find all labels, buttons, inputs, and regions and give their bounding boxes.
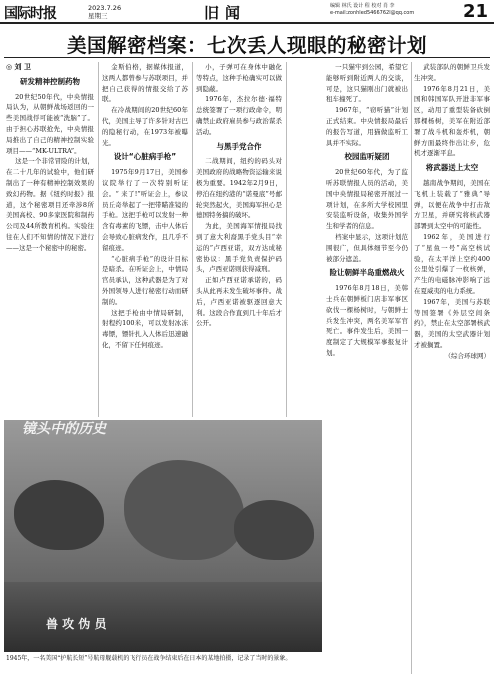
editor-line: 编辑 林氏 设计 程 校对 肖 李 xyxy=(330,3,395,9)
subheading: 研发精神控制药物 xyxy=(20,76,80,86)
paragraph: 为此，美国海军情报局找到了意大利裔黑手党头目“幸运的”卢西亚诺，双方达成秘密协议：黑手党负责保护码头，卢西亚诺则获得减刑。 xyxy=(196,222,282,274)
subheading: 险让朝鲜半岛重燃战火 xyxy=(329,268,405,278)
article-source: （综合环球网） xyxy=(444,351,490,360)
article-headline: 美国解密档案：七次丢人现眼的秘密计划 xyxy=(66,34,427,57)
historical-photo xyxy=(4,420,322,652)
article-column-1 xyxy=(6,62,94,417)
paragraph: 1976年，杰拉尔德·福特总统签署了一项行政命令，明确禁止政府雇员参与政治谋杀活动。 xyxy=(196,95,282,136)
paragraph: 1962年，美国进行了“星鱼一号”高空核试验，在太平洋上空约400公里处引爆了一枚核弹，产生的电磁脉冲影响了远在夏威夷的电力系统。 xyxy=(414,232,490,295)
paragraph: 小，子弹可在身体中融化等特点，这种手枪确实可以做到隐蔽。 xyxy=(196,63,282,93)
masthead xyxy=(0,0,494,24)
article-column-3 xyxy=(196,62,282,417)
email-line: e-mail:zonhled5466762l@qq.com xyxy=(330,10,415,16)
paragraph: 在冷战期间的20世纪60年代，美国主导了许多针对古巴的隐秘行动，在1973年被曝光。 xyxy=(102,106,188,147)
paragraph: “心脏病手枪”的设计目标是暗杀。在听证会上，中情局官员承认，这种武器是为了对外国领导人进行秘密行动而研制的。 xyxy=(102,254,188,306)
article-column-2 xyxy=(102,62,188,417)
paragraph: 1967年，“窃听猫”计划正式结束。中央情报局最后的报告写道，用猫做监听工具并不实际。 xyxy=(326,106,408,147)
paragraph: 20世纪60年代，为了监听苏联情报人员的活动，美国中央情报局秘密开展过一项计划，在多所大学校园里安装监听设备，收集外国学生和学者的信息。 xyxy=(326,168,408,231)
page-number: 21 xyxy=(462,1,488,22)
paragraph: 1976年8月18日，美韩士兵在朝鲜板门店非军事区砍伐一棵杨树时，与朝鲜士兵发生冲突，两名美军军官死亡。事件发生后，美国一度制定了大规模军事报复计划。 xyxy=(326,284,408,357)
paragraph: 1975年9月17日，美国参议院举行了一次特别听证会。“ 来了!”听证会上，参议员丘奇举起了一把带瞄准镜的手枪。这把手枪可以发射一种含有毒素的飞镖，击中人体后会导致心脏病发作，且几乎不留痕迹。 xyxy=(102,168,188,252)
subheading: 与黑手党合作 xyxy=(216,141,262,151)
photo-stamp-text: 兽 攻 伪 员 xyxy=(46,617,107,631)
paragraph: 档案中显示，这项计划范围很广，但具体细节至今仍被部分遮盖。 xyxy=(326,232,408,263)
photo-caption: 1945年，一名美国“护航长短”号航母舰载机的飞行员在战争结束后在日本的某地拍摄，记录了当时的景象。 xyxy=(6,655,292,662)
issue-date xyxy=(88,4,121,20)
weekday-line: 星期三 xyxy=(88,12,108,20)
paragraph: 越南战争期间，美国在飞机上装载了“雅典”导弹，以便在战争中打击敌方卫星，并研究将核武器部署到太空中的可能性。 xyxy=(414,178,490,231)
subheading: 设计“心脏病手枪” xyxy=(113,152,177,162)
paragraph: 正如卢西亚诺承诺的，码头从此再未发生破坏事件。战后，卢西亚诺被驱逐回意大利。这段合作直到几十年后才公开。 xyxy=(196,276,282,328)
paragraph: 金斯伯格，据媒体报道，这两人都曾参与苏联项目，并把自己获得的情报交给了苏联。 xyxy=(102,63,188,104)
column-divider xyxy=(98,62,99,417)
date-line: 2023.7.26 xyxy=(88,4,122,12)
paragraph: 这是一个非常冒险的计划，在二十几年的试验中，他们研制出了一种有精神控制效果的致幻药物。据《纽约时报》报道，这个秘密项目还牵涉8所美国高校、90多家医院和制药公司及44所教育机构。实验往往在人们不知情的情况下进行——这是一个秘密中的秘密。 xyxy=(6,157,94,252)
paragraph: 武装部队的朝鲜卫兵发生冲突。 xyxy=(414,63,490,82)
section-title: 旧闻 xyxy=(204,4,247,22)
paragraph: 这把手枪由中情局研制，射程约100米，可以发射冰冻毒镖，镖针扎入人体后迅速融化，不留下任何痕迹。 xyxy=(102,308,188,349)
article-column-5 xyxy=(414,62,490,674)
paragraph: 1967年，美国与苏联等国签署《外层空间条约》，禁止在太空部署核武器，美国的太空武器计划才被搁置。 xyxy=(414,297,490,349)
column-divider xyxy=(286,62,287,417)
column-divider xyxy=(411,62,412,674)
paragraph: 1976年8月21日，美国和韩国军队开进非军事区，动用了重型装备砍倒那棵杨树，美军在附近部署了战斗机和轰炸机，朝鲜方面最终作出让步，危机才逐渐平息。 xyxy=(414,84,490,158)
editor-credits xyxy=(330,3,414,17)
article-author: ◎ 刘 卫 xyxy=(6,63,31,71)
article-column-4 xyxy=(326,62,408,674)
subheading: 将武器送上太空 xyxy=(425,163,479,173)
paragraph: 20世纪50年代，中央情报局认为，从朝鲜战场返回的一些美国战俘可能被“洗脑”了。由于担心苏联抢先，中央情报局推出了自己的精神控制实验项目——“MK-ULTRA”。 xyxy=(6,92,94,155)
photo-series-title: 镜头中的历史 xyxy=(22,421,106,437)
paragraph: 二战期间，纽约的码头对美国政府的战略物资运输来说极为重要。1942年2月9日，停泊在纽约港的“诺曼底”号邮轮突然起火，美国海军担心是德国特务搞的破坏。 xyxy=(196,157,282,220)
column-divider xyxy=(192,62,193,417)
paragraph: 一只猫牢到公园，希望它能够听到附近两人的交谈，可是，这只猫刚出门就被出租车撞死了。 xyxy=(326,63,408,104)
headline-divider xyxy=(4,57,490,58)
subheading: 校园监听疑团 xyxy=(344,152,390,162)
newspaper-logo: 国际时报 xyxy=(4,6,56,22)
